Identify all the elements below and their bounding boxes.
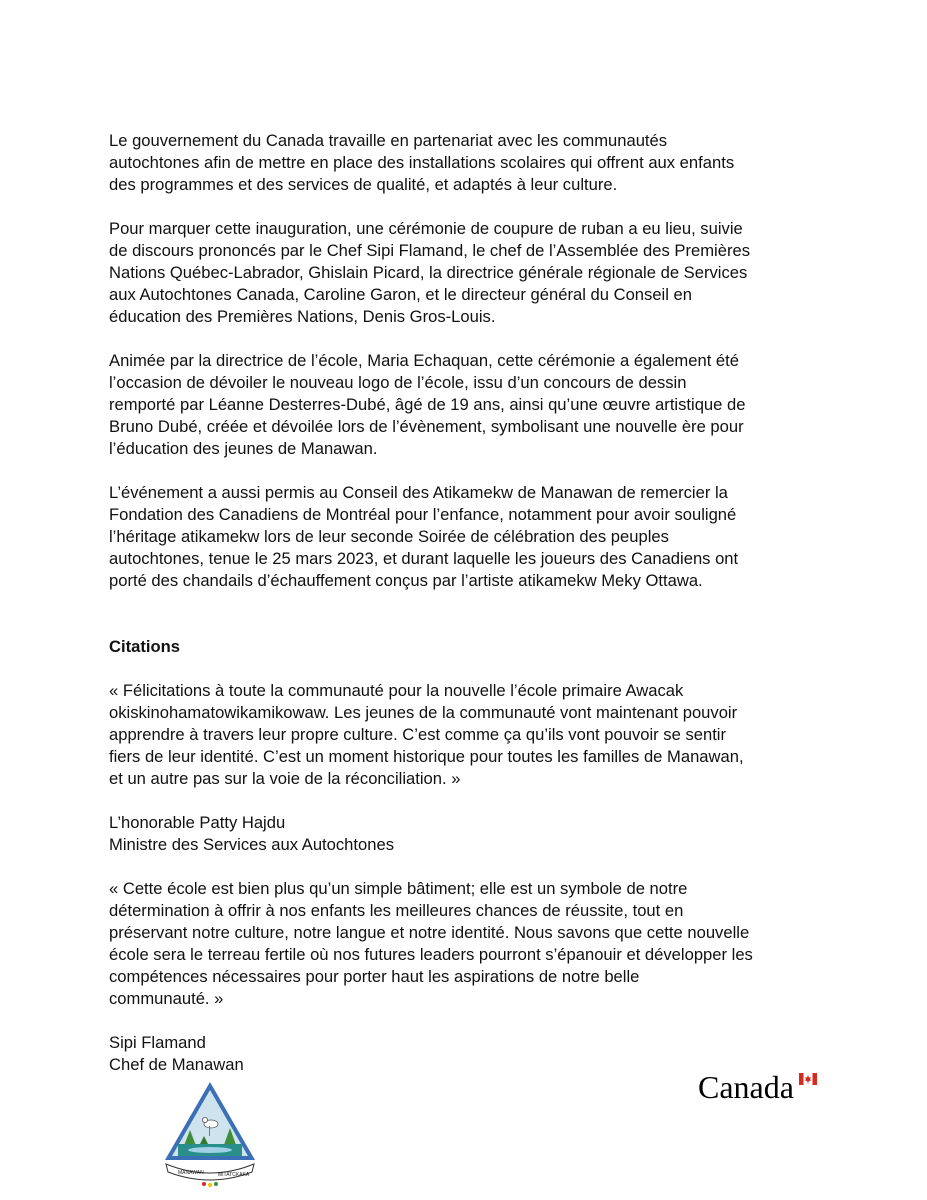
paragraph-logo-unveiling: Animée par la directrice de l’école, Maria Echaquan, cette cérémonie a également été l’occasion de dévoiler le nouveau logo de l’école, issu d’un concours de dessin remporté par Léanne Desterres-Dubé, âgé de 19 ans, ainsi qu’une œuvre artistique de Bruno Dubé, créée et dévoilée lors de l’évènement, symbolisant une nouvelle ère pour l’éducation des jeunes de Manawan.: [109, 351, 746, 458]
logo-band-left-text: MANAWAN: [178, 1170, 204, 1176]
citations-heading: Citations: [109, 637, 180, 656]
canada-wordmark: [698, 1067, 823, 1107]
logo-bead-red: [202, 1182, 206, 1186]
canada-wordmark-text: Canada: [698, 1069, 794, 1105]
quote-chief: « Cette école est bien plus qu’un simple bâtiment; elle est un symbole de notre détermination à offrir à nos enfants les meilleures chances de réussite, tout en préservant notre culture, notre langue et notre identité. Nous savons que cette nouvelle école sera le terreau fertile où nos futures leaders pourront s’épanouir et développer les compétences nécessaires pour porter haut les aspirations de notre belle communauté. »: [109, 879, 753, 1008]
author-name: L’honorable Patty Hajdu: [109, 813, 286, 832]
paragraph-foundation-thanks: L’événement a aussi permis au Conseil des Atikamekw de Manawan de remercier la Fondation des Canadiens de Montréal pour l’enfance, notamment pour avoir souligné l’héritage atikamekw lors de leur seconde Soirée de célébration des peuples autochtones, tenue le 25 mars 2023, et durant laquelle les joueurs des Canadiens ont porté des chandails d’échauffement conçus par l’artiste atikamekw Meky Ottawa.: [109, 483, 739, 590]
paragraph-partnership: Le gouvernement du Canada travaille en partenariat avec les communautés autochtones afin de mettre en place des installations scolaires qui offrent aux enfants des programmes et des services de qualité, et adaptés à leur culture.: [109, 131, 735, 194]
logo-water-highlight: [188, 1147, 232, 1153]
logo-bead-green: [214, 1182, 218, 1186]
canada-flag-icon: [799, 1073, 817, 1085]
author-title: Ministre des Services aux Autochtones: [109, 835, 395, 854]
paragraph-ceremony: Pour marquer cette inauguration, une cérémonie de coupure de ruban a eu lieu, suivie de discours prononcés par le Chef Sipi Flamand, le chef de l’Assemblée des Premières Nations Québec-Labrador, Ghislain Picard, la directrice générale régionale de Services aux Autochtones Canada, Caroline Garon, et le directeur général du Conseil en éducation des Premières Nations, Denis Gros-Louis.: [109, 219, 751, 326]
author-title: Chef de Manawan: [109, 1055, 244, 1074]
logo-bird-head: [202, 1117, 207, 1122]
quote-author-minister: [109, 812, 829, 856]
author-name: Sipi Flamand: [109, 1033, 206, 1052]
press-release-body: [109, 130, 829, 1076]
manawan-logo-graphic: [160, 1078, 260, 1190]
logo-bird-leg: [209, 1126, 210, 1136]
quote-minister: « Félicitations à toute la communauté pour la nouvelle l’école primaire Awacak okiskinohamatowikamikowaw. Les jeunes de la communauté vont maintenant pouvoir apprendre à travers leur propre culture. C’est comme ça qu’ils vont pouvoir se sentir fiers de leur identité. C’est un moment historique pour toutes les familles de Manawan, et un autre pas sur la voie de la réconciliation. »: [109, 681, 744, 788]
logo-bead-yellow: [208, 1183, 212, 1187]
manawan-school-logo: [160, 1078, 260, 1190]
logo-band-right-text: MITATCKAKA: [218, 1172, 250, 1178]
